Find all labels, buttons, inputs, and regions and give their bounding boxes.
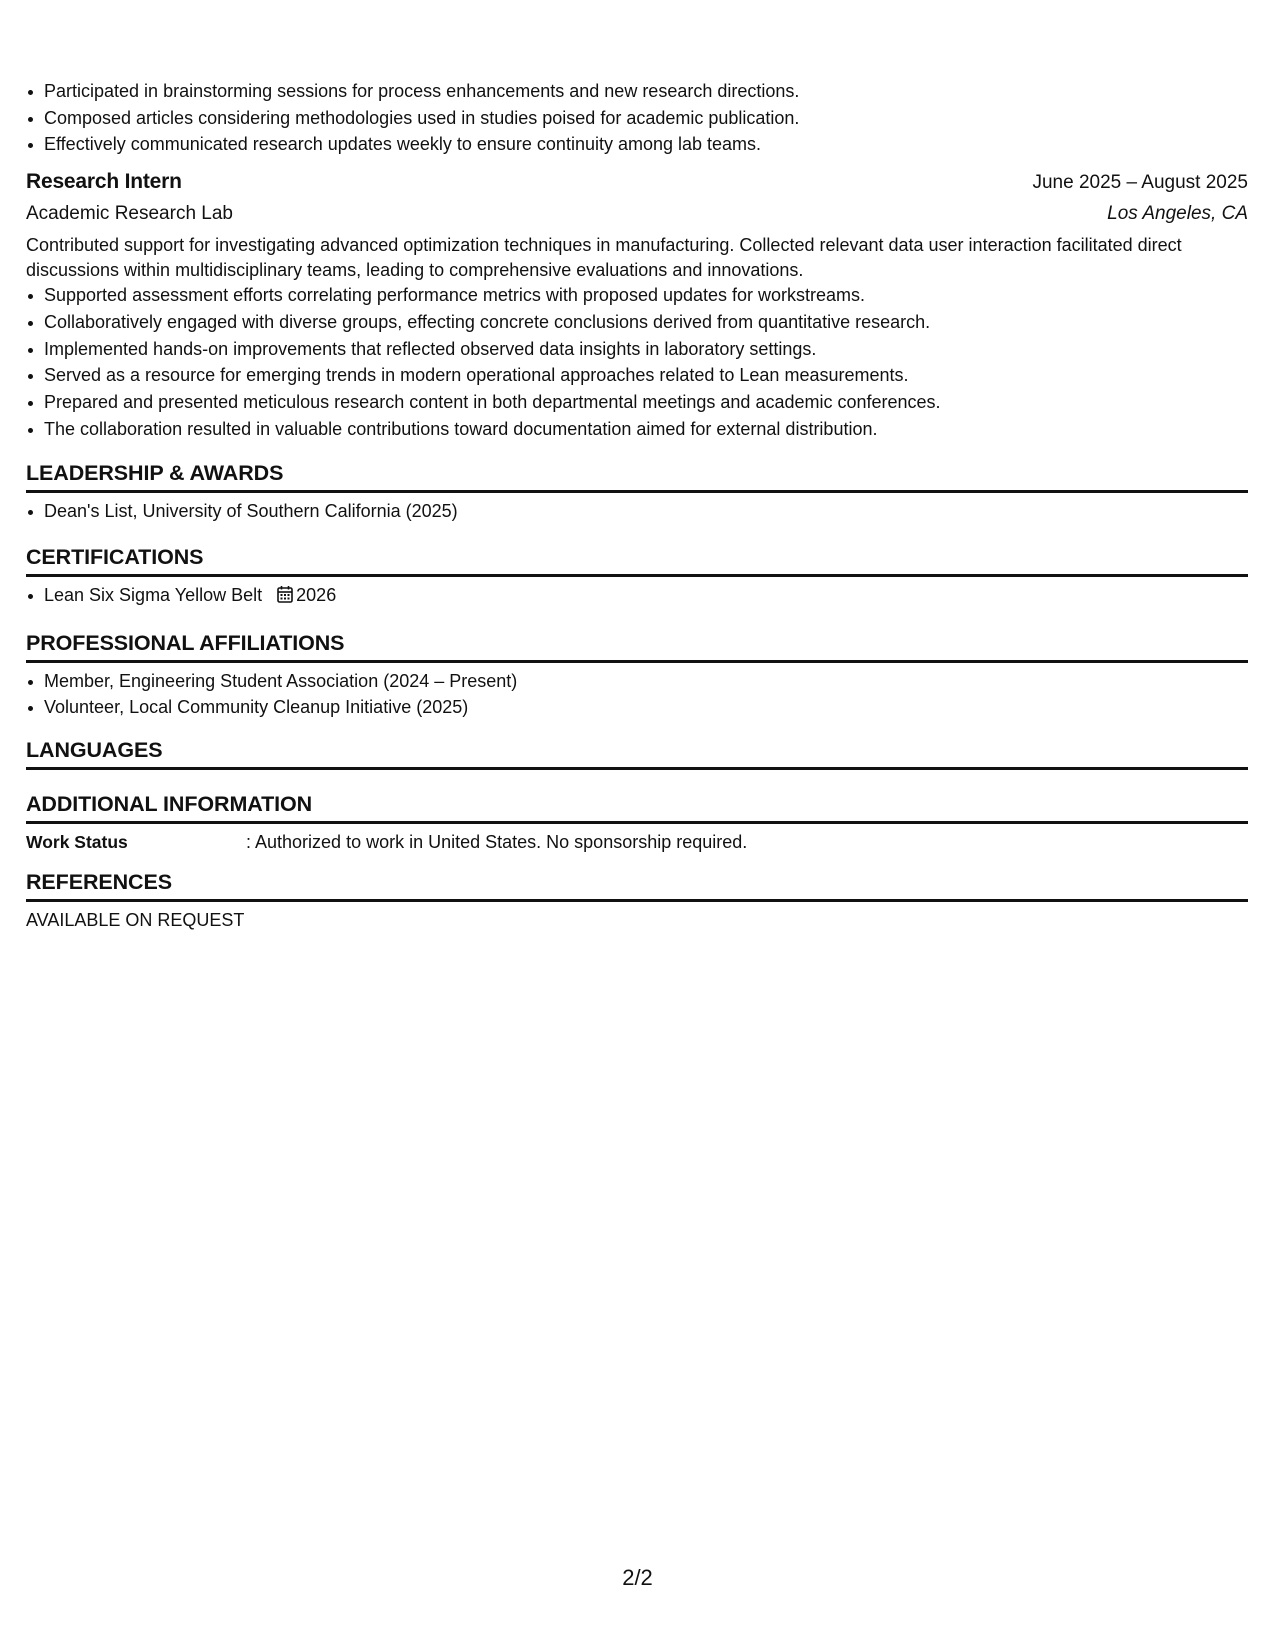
list-item: Collaboratively engaged with diverse groups, effecting concrete conclusions derived from quantitative research. [26, 309, 1248, 336]
job-title: Research Intern [26, 170, 182, 194]
list-item: Composed articles considering methodologies used in studies poised for academic publication. [26, 105, 1248, 132]
section-heading: LANGUAGES [26, 735, 1248, 770]
list-item: Effectively communicated research updates weekly to ensure continuity among lab teams. [26, 131, 1248, 158]
affiliations-section [26, 628, 1248, 721]
list-item: Member, Engineering Student Association (2024 – Present) [26, 668, 1248, 695]
job-dates: June 2025 – August 2025 [1032, 172, 1248, 194]
page-number: 2/2 [622, 1565, 653, 1590]
section-heading: ADDITIONAL INFORMATION [26, 789, 1248, 824]
job-organization: Academic Research Lab [26, 203, 233, 225]
work-status-label: Work Status [26, 832, 128, 853]
section-heading: REFERENCES [26, 867, 1248, 902]
job-entry-research-intern [26, 167, 1248, 442]
job-header [26, 167, 1248, 198]
list-item: Supported assessment efforts correlating performance metrics with proposed updates for workstreams. [26, 282, 1248, 309]
leadership-section [26, 458, 1248, 525]
work-status-row [26, 829, 1248, 855]
list-item: Served as a resource for emerging trends in modern operational approaches related to Lean measurements. [26, 362, 1248, 389]
references-text: AVAILABLE ON REQUEST [26, 910, 245, 931]
affiliations-list [26, 668, 1248, 721]
certifications-list [26, 582, 1248, 611]
work-status-value: : Authorized to work in United States. No sponsorship required. [246, 832, 748, 853]
additional-information-section [26, 789, 1248, 855]
job-subheader [26, 198, 1248, 230]
calendar-icon [277, 584, 293, 611]
list-item [26, 582, 1248, 611]
certification-name: Lean Six Sigma Yellow Belt [44, 585, 263, 606]
previous-job-bullets [26, 78, 1248, 158]
certification-year: 2026 [296, 585, 337, 606]
languages-section [26, 735, 1248, 770]
section-heading: PROFESSIONAL AFFILIATIONS [26, 628, 1248, 663]
list-item: The collaboration resulted in valuable contributions toward documentation aimed for external distribution. [26, 416, 1248, 443]
list-item: Prepared and presented meticulous research content in both departmental meetings and academic conferences. [26, 389, 1248, 416]
list-item: Participated in brainstorming sessions for process enhancements and new research directions. [26, 78, 1248, 105]
section-heading: CERTIFICATIONS [26, 542, 1248, 577]
list-item: Volunteer, Local Community Cleanup Initiative (2025) [26, 694, 1248, 721]
certifications-section [26, 542, 1248, 611]
job-location: Los Angeles, CA [1107, 203, 1248, 225]
leadership-list [26, 498, 1248, 525]
list-item: Dean's List, University of Southern California (2025) [26, 498, 1248, 525]
resume-page [26, 78, 1248, 933]
section-heading: LEADERSHIP & AWARDS [26, 458, 1248, 493]
job-summary: Contributed support for investigating advanced optimization techniques in manufacturing. Collected relevant data user interaction facilitated direct discussions within multidisciplinary teams, leading to comprehensive evaluations and innovations. [26, 235, 1182, 280]
list-item: Implemented hands-on improvements that reflected observed data insights in laboratory settings. [26, 336, 1248, 363]
references-section [26, 867, 1248, 933]
job-bullets [26, 282, 1248, 442]
